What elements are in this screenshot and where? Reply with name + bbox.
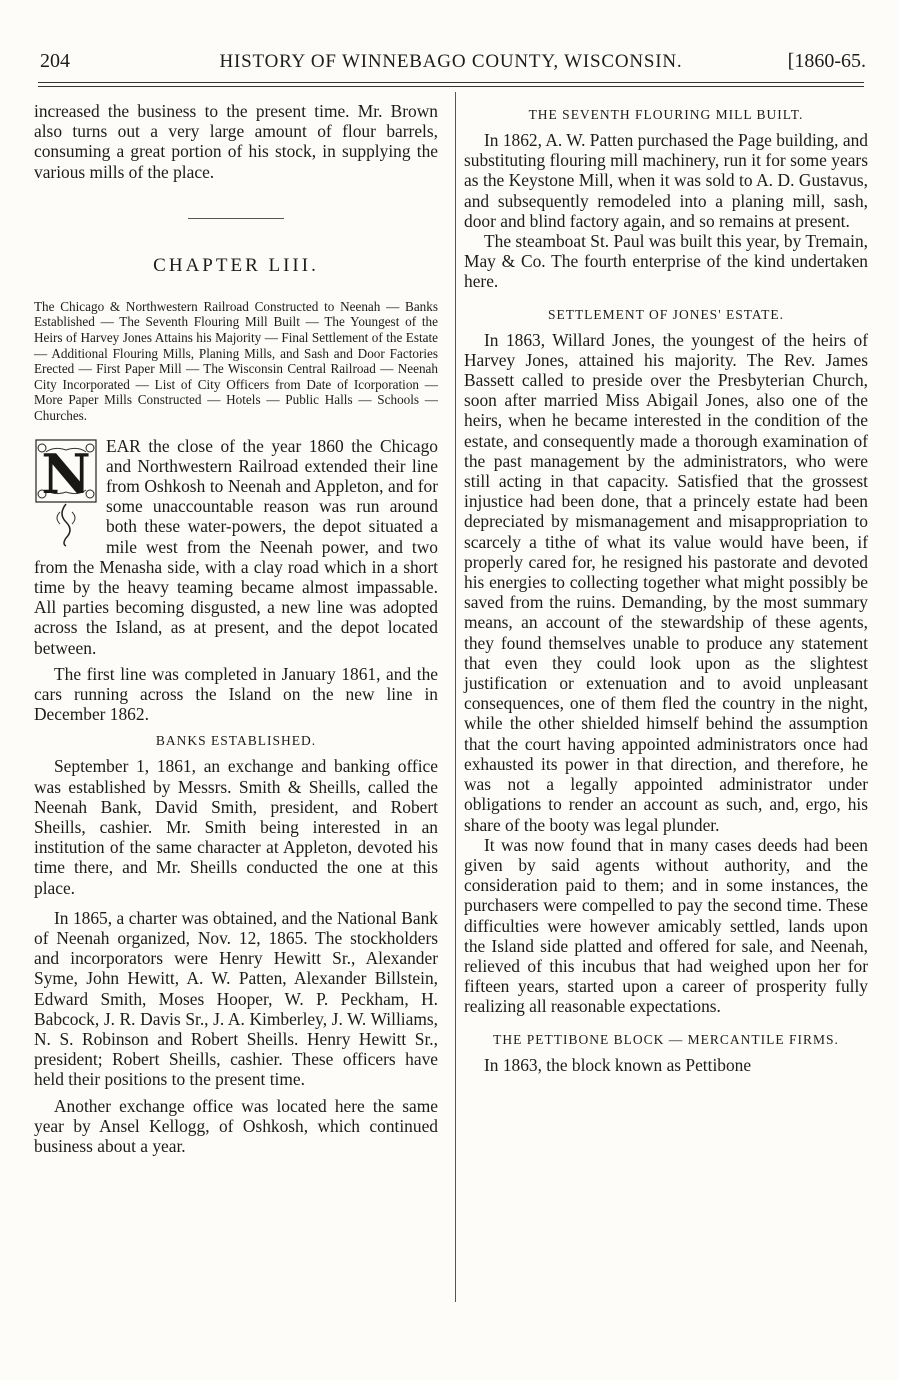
running-header (36, 44, 866, 74)
column-divider (455, 92, 456, 1302)
section-heading-banks: BANKS ESTABLISHED. (155, 733, 317, 749)
chapter-separator (188, 218, 284, 219)
header-rule (38, 82, 864, 83)
left-column (34, 101, 438, 1156)
svg-text:N: N (41, 441, 91, 506)
mill-paragraph-1: In 1862, A. W. Patten purchased the Page building, and substituting flouring mill machinery, run it for some years as the Keystone Mill, when it was sold to A. D. Gustavus, and subsequently remodeled into a planing mill, sash, door and blind factory again, and so remains at present. (464, 130, 868, 231)
running-title: HISTORY OF WINNEBAGO COUNTY, WISCONSIN. (219, 51, 683, 72)
estate-paragraph-2: It was now found that in many cases deeds had been given by said agents without authority, and the consideration paid to them; and in some instances, the purchasers were compelled to pay the second time. These difficulties were however amicably settled, lands upon the Island side platted and offered for sale, and Neenah, relieved of this incubus that had weighed upon her for fifteen years, started upon a career of prosperity fully realizing all reasonable expectations. (464, 834, 868, 1017)
drop-cap-n-icon (34, 438, 98, 548)
first-line-paragraph: The first line was completed in January 1861, and the cars running across the Island on the new line in December 1862. (34, 663, 438, 725)
chapter-title: CHAPTER LIII. (153, 254, 319, 276)
pettibone-paragraph-1: In 1863, the block known as Pettibone (484, 1054, 752, 1075)
opening-paragraph: EAR the close of the year 1860 the Chicago and Northwestern Railroad extended their line from Oshkosh to Neenah and Appleton, and for some unaccountable reason was run around both these water-powers, the depot situated a mile west from the Neenah power, and two from the Menasha side, with a clay road which in a short time by the heavy teaming became almost impassable. All parties becoming disgusted, a new line was adopted across the Island, as at present, and the depot located between. (34, 435, 438, 658)
continued-paragraph: increased the business to the present time. Mr. Brown also turns out a very large amount of flour barrels, consuming a great portion of his stock, in supplying the various mills of the place. (34, 101, 438, 182)
estate-paragraph-1: In 1863, Willard Jones, the youngest of the heirs of Harvey Jones, attained his majority. The Rev. James Bassett called to preside over the Presbyterian Church, soon after married Miss Abigail Jones, also one of the heirs, when he became interested in the condition of the estate, and consequently made a thorough examination of the past management by the administrators, who were still acting in that capacity. Satisfied that the grossest injustice had been done, that a princely estate had been depreciated by mismanagement and misappropriation to scarcely a tithe of what its value would have been, if properly cared for, he resigned his pastorate and devoted his energies to collecting together what might possibly be saved from the ruins. Demanding, by the most summary means, an account of the stewardship of these agents, they found themselves unable to produce any statement that even they could look upon as the slightest justification or extenuation and to avoid unpleasant consequences, one of them fled the country in the night, while the other shielded himself behind the assumption that the court having appointed administrators once had exhausted its power in that direction, and therefore, he was not a legally appointed administrator under obligations to render an account as such, and, ergo, his share of the booty was legal plunder. (464, 329, 868, 835)
header-rule-double (38, 86, 864, 87)
mill-paragraph-2: The steamboat St. Paul was built this year, by Tremain, May & Co. The fourth enterprise of the kind undertaken here. (464, 231, 868, 292)
right-column (464, 106, 868, 1075)
section-heading-estate: SETTLEMENT OF JONES' ESTATE. (547, 306, 785, 322)
chapter-synopsis: The Chicago & Northwestern Railroad Constructed to Neenah — Banks Established — The Seventh Flouring Mill Built — The Youngest of the Heirs of Harvey Jones Attains his Majority — Final Settlement of the Estate — Additional Flouring Mills, Planing Mills, and Sash and Door Factories Erected — First Paper Mill — The Wisconsin Central Railroad — Neenah City Incorporated — List of City Officers from Date of Icorporation — More Paper Mills Constructed — Hotels — Public Halls — Schools — Churches. (34, 298, 438, 423)
banks-paragraph-1: September 1, 1861, an exchange and banking office was established by Messrs. Smith & Sheills, called the Neenah Bank, David Smith, president, and Robert Sheills, cashier. Mr. Smith being interested in an institution of the same character at Appleton, devoted his time there, and Mr. Sheills conducted the one at this place. (34, 756, 438, 898)
section-heading-pettibone: THE PETTIBONE BLOCK — MERCANTILE FIRMS. (493, 1031, 839, 1047)
date-range: [1860-65. (787, 50, 866, 72)
banks-paragraph-3: Another exchange office was located here the same year by Ansel Kellogg, of Oshkosh, which continued business about a year. (34, 1095, 438, 1157)
page-number: 204 (40, 50, 70, 72)
banks-paragraph-2: In 1865, a charter was obtained, and the National Bank of Neenah organized, Nov. 12, 1865. The stockholders and incorporators were Henry Hewitt Sr., Alexander Syme, John Hewitt, A. W. Patten, Alexander Billstein, Edward Smith, Moses Hooper, W. P. Peckham, H. Babcock, J. R. Davis Sr., J. A. Kimberley, J. W. Williams, N. S. Robinson and Robert Sheills. Henry Hewitt Sr., president; Robert Sheills, cashier. These officers have held their positions to the present time. (34, 907, 438, 1090)
section-heading-mill: THE SEVENTH FLOURING MILL BUILT. (528, 107, 804, 122)
